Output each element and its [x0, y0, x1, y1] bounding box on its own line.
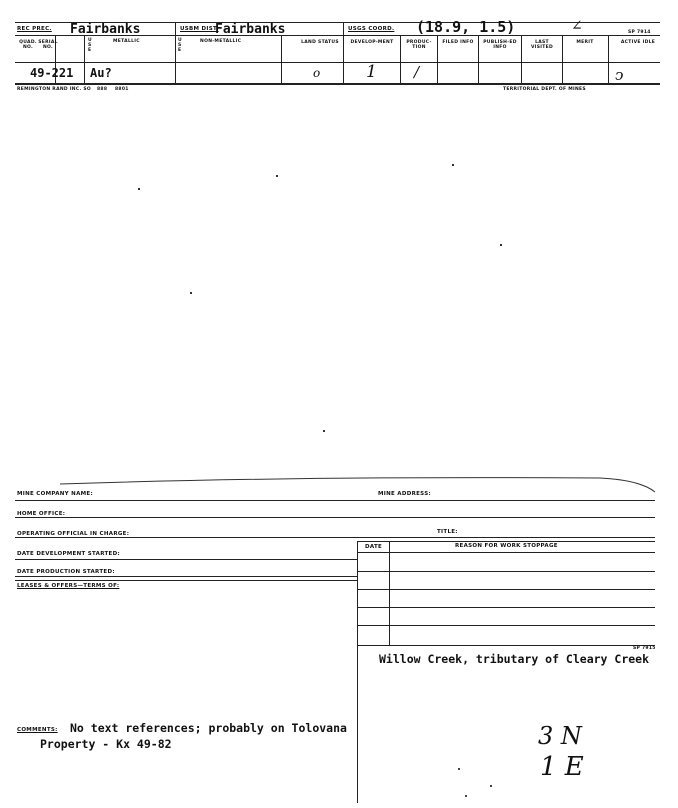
rule-leases-top — [15, 580, 357, 581]
col-filed-info: FILED INFO — [442, 40, 474, 45]
row-metallic: Au? — [90, 66, 112, 80]
col-land-status: LAND STATUS — [301, 40, 339, 45]
divider — [281, 35, 282, 83]
lower-center-divider — [357, 541, 358, 803]
divider — [562, 35, 563, 83]
divider — [84, 35, 85, 83]
comments-line-1: No text references; probably on Tolovana — [70, 721, 347, 735]
rule-stoppage-top — [357, 541, 655, 542]
speck — [458, 768, 460, 770]
handwritten-range: 1 E — [540, 752, 584, 782]
printer-number-2: 8801 — [115, 87, 129, 92]
data-row-rule — [15, 83, 660, 85]
rule-mine-company — [15, 500, 655, 501]
divider — [175, 22, 176, 83]
speck — [138, 188, 140, 190]
row-production: / — [414, 63, 420, 81]
usgs-coord-label: USGS COORD. — [348, 26, 395, 32]
divider — [521, 35, 522, 83]
comments-label: COMMENTS: — [17, 727, 58, 733]
comments-line-2: Property - Kx 49-82 — [40, 737, 172, 751]
col-merit: MERIT — [576, 40, 594, 45]
divider — [608, 35, 609, 83]
mine-address-label: MINE ADDRESS: — [378, 491, 431, 497]
col-metallic: METALLIC — [113, 39, 140, 44]
stoppage-date-divider — [389, 541, 390, 645]
speck — [452, 164, 454, 166]
handwritten-township: 3 N — [538, 722, 582, 750]
col-use-2: U S E — [178, 38, 182, 53]
mine-company-label: MINE COMPANY NAME: — [17, 491, 93, 497]
operating-official-label: OPERATING OFFICIAL IN CHARGE: — [17, 531, 130, 537]
rec-prec-value: Fairbanks — [70, 22, 141, 37]
divider — [343, 22, 344, 83]
stoppage-row-rule — [357, 571, 655, 572]
usbm-dist-value: Fairbanks — [215, 22, 286, 37]
divider — [478, 35, 479, 83]
date-dev-label: DATE DEVELOPMENT STARTED: — [17, 551, 120, 557]
speck — [276, 175, 278, 177]
title-label: TITLE: — [437, 529, 458, 535]
rule-date-dev — [15, 559, 357, 560]
speck — [465, 795, 467, 797]
col-active-idle: ACTIVE IDLE — [620, 40, 656, 45]
rule-operating-official — [15, 537, 655, 538]
date-prod-label: DATE PRODUCTION STARTED: — [17, 569, 115, 575]
col-production: PRODUC-TION — [406, 40, 432, 50]
corner-mark: ∠ — [571, 18, 583, 34]
leases-label: LEASES & OFFERS—TERMS OF: — [17, 583, 120, 589]
stoppage-bottom-rule — [357, 645, 655, 646]
usbm-dist-label: USBM DIST. — [180, 26, 219, 32]
rule-home-office — [15, 517, 655, 518]
speck — [190, 292, 192, 294]
col-use-1: U S E — [88, 38, 92, 53]
row-development: 1 — [366, 62, 377, 82]
speck — [323, 430, 325, 432]
card-edge-curve — [0, 470, 678, 500]
printer-number-1: 888 — [97, 87, 108, 92]
form-number: SP 7914 — [628, 30, 651, 35]
stoppage-row-rule — [357, 625, 655, 626]
stoppage-row-rule — [357, 589, 655, 590]
speck — [500, 244, 502, 246]
reason-header: REASON FOR WORK STOPPAGE — [455, 543, 558, 549]
row-active-idle: ↄ — [615, 66, 624, 84]
printer-imprint: REMINGTON RAND INC. SO — [17, 87, 92, 92]
rule-stoppage-header — [357, 552, 655, 553]
usgs-coord-value: (18.9, 1.5) — [416, 18, 516, 36]
col-serial-no: SERIAL NO. — [38, 40, 58, 50]
row-serial: 49-221 — [30, 66, 74, 80]
territorial-dept: TERRITORIAL DEPT. OF MINES — [503, 87, 586, 92]
row-land-status: o — [313, 66, 321, 80]
rec-prec-label: REC PREC. — [17, 26, 52, 32]
divider — [437, 35, 438, 83]
col-published-info: PUBLISH-ED INFO — [483, 40, 517, 50]
speck — [490, 785, 492, 787]
col-non-metallic: NON-METALLIC — [200, 39, 242, 44]
col-quad-no: QUAD. NO. — [19, 40, 37, 50]
location-text: Willow Creek, tributary of Cleary Creek — [379, 652, 650, 666]
rule-date-prod — [15, 576, 357, 577]
stoppage-row-rule — [357, 607, 655, 608]
column-header-rule — [15, 62, 660, 63]
divider — [400, 35, 401, 83]
home-office-label: HOME OFFICE: — [17, 511, 66, 517]
col-development: DEVELOP-MENT — [350, 40, 394, 45]
date-header: DATE — [365, 544, 383, 550]
small-form-number: SP 7915 — [633, 646, 656, 651]
col-last-visited: LAST VISITED — [530, 40, 554, 50]
